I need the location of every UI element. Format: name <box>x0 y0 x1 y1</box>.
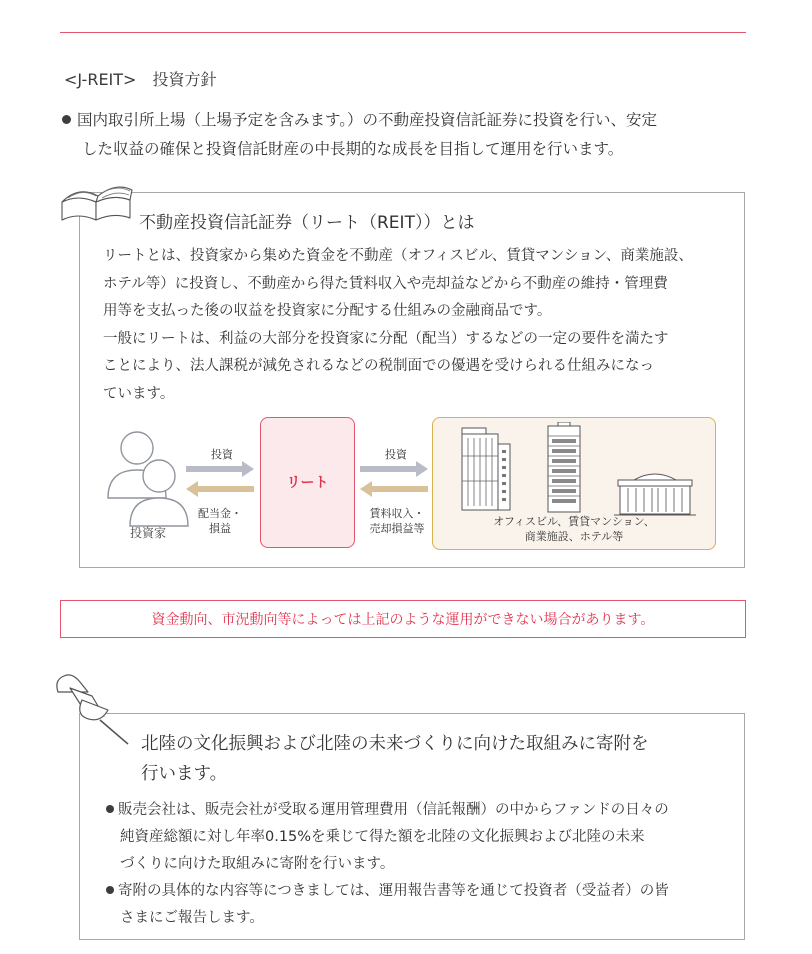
donation-bullet1-line: 純資産総額に対し年率0.15%を乗じて得た額を北陸の文化振興および北陸の未来 <box>120 829 645 845</box>
notice-text: 資金動向、市況動向等によっては上記のような運用ができない場合があります。 <box>151 612 655 628</box>
invest-label-left: 投資 <box>211 448 233 461</box>
explainer-line: 用等を支払った後の収益を投資家に分配する仕組みの金融商品です。 <box>103 303 552 319</box>
explainer-line: リートとは、投資家から集めた資金を不動産（オフィスビル、賃貸マンション、商業施設、 <box>103 248 693 264</box>
explainer-line: 一般にリートは、利益の大部分を投資家に分配（配当）するなどの一定の要件を満たす <box>103 330 669 347</box>
donation-title-line-1: 北陸の文化振興および北陸の未来づくりに向けた取組みに寄附を <box>141 734 649 754</box>
bullet-dot-icon <box>62 115 71 124</box>
top-divider <box>60 32 746 33</box>
invest-label-right: 投資 <box>385 448 407 461</box>
income-label: 賃料収入・ 売却損益等 <box>369 507 425 535</box>
investor-label: 投資家 <box>130 526 167 540</box>
commercial-facility-icon <box>614 468 696 518</box>
donation-title-line-2: 行います。 <box>141 764 228 784</box>
donation-bullet1-line: づくりに向けた取組みに寄附を行います。 <box>120 856 395 872</box>
bullet-dot-icon <box>106 805 114 813</box>
investors-icon <box>104 426 194 534</box>
flow-arrows-left <box>184 460 256 500</box>
explainer-line: ています。 <box>103 385 175 402</box>
open-book-icon <box>58 176 138 226</box>
explainer-line: ホテル等）に投資し、不動産から得た賃料収入や売却益などから不動産の維持・管理費 <box>103 275 668 292</box>
bullet-dot-icon <box>106 886 114 894</box>
dividend-label: 配当金・ 損益 <box>198 507 242 535</box>
policy-line-1: 国内取引所上場（上場予定を含みます。）の不動産投資信託証券に投資を行い、安定 <box>77 111 658 129</box>
pushpin-icon <box>52 670 136 748</box>
reit-label: リート <box>286 475 329 491</box>
donation-title <box>141 729 741 789</box>
properties-label: オフィスビル、賃貸マンション、 商業施設、ホテル等 <box>493 515 655 543</box>
office-building-icon <box>458 426 518 512</box>
donation-body <box>106 797 736 932</box>
explainer-line: ことにより、法人課税が減免されるなどの税制面での優遇を受けられる仕組みになっ <box>103 358 654 374</box>
policy-text <box>62 106 752 164</box>
reit-flow-diagram <box>96 414 720 554</box>
reit-explainer-title: 不動産投資信託証券（リート（REIT））とは <box>139 213 475 233</box>
reit-explainer-body <box>103 243 733 408</box>
flow-arrows-right <box>358 460 430 500</box>
donation-bullet1-line: 販売会社は、販売会社が受取る運用管理費用（信託報酬）の中からファンドの日々の <box>118 802 669 818</box>
donation-bullet2-line: さまにご報告します。 <box>120 910 264 926</box>
donation-bullet2-line: 寄附の具体的な内容等につきましては、運用報告書等を通じて投資者（受益者）の皆 <box>118 883 669 899</box>
apartment-building-icon <box>544 422 584 516</box>
policy-line-2: した収益の確保と投資信託財産の中長期的な成長を目指して運用を行います。 <box>82 140 624 158</box>
policy-section-title: <J-REIT> 投資方針 <box>64 70 217 89</box>
